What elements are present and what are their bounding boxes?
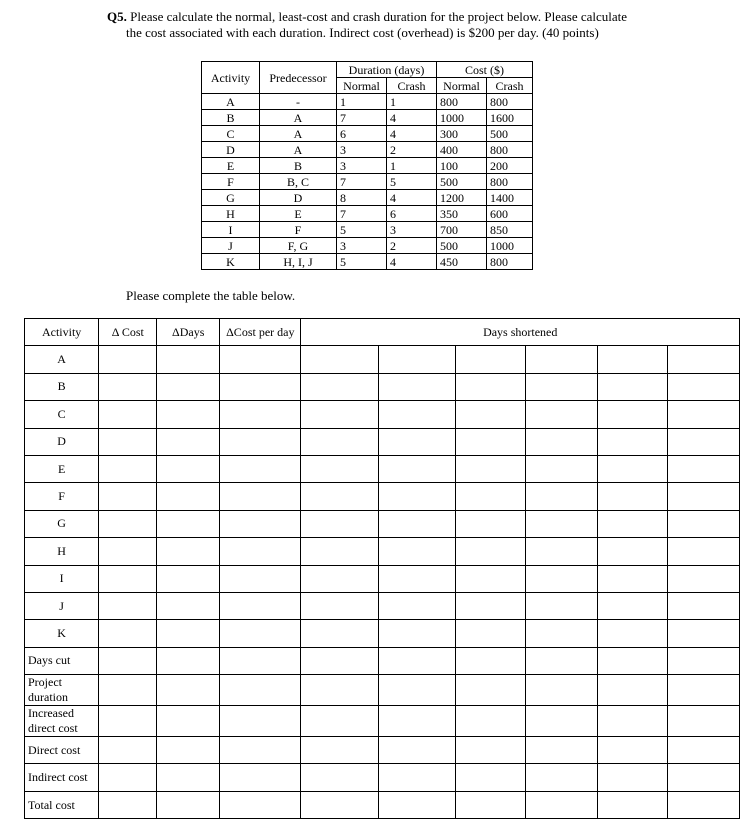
given-cell-duration-normal: 7 — [337, 206, 387, 222]
answer-blank-cell[interactable] — [99, 620, 157, 647]
answer-blank-cell[interactable] — [220, 737, 301, 764]
header-activity: Activity — [202, 62, 260, 94]
answer-activity-row — [25, 401, 740, 428]
answer-blank-cell[interactable] — [301, 675, 378, 706]
answer-blank-cell[interactable] — [598, 565, 668, 592]
answer-blank-cell[interactable] — [378, 620, 455, 647]
answer-blank-cell[interactable] — [99, 647, 157, 674]
answer-blank-cell[interactable] — [456, 647, 526, 674]
answer-row-label: E — [25, 455, 99, 482]
answer-activity-row — [25, 346, 740, 373]
answer-summary-row — [25, 647, 740, 674]
answer-blank-cell[interactable] — [157, 620, 220, 647]
answer-summary-row — [25, 764, 740, 791]
answer-blank-cell[interactable] — [301, 737, 378, 764]
answer-row-label: B — [25, 373, 99, 400]
answer-blank-cell[interactable] — [99, 764, 157, 791]
given-table-row — [202, 110, 533, 126]
given-table-row — [202, 174, 533, 190]
answer-row-label: K — [25, 620, 99, 647]
answer-blank-cell[interactable] — [157, 483, 220, 510]
answer-blank-cell[interactable] — [526, 401, 598, 428]
given-cell-activity: I — [202, 222, 260, 238]
answer-blank-cell[interactable] — [301, 538, 378, 565]
answer-blank-cell[interactable] — [157, 737, 220, 764]
answer-blank-cell[interactable] — [301, 510, 378, 537]
answer-blank-cell[interactable] — [456, 706, 526, 737]
given-table-row — [202, 206, 533, 222]
answer-summary-row — [25, 675, 740, 706]
answer-activity-row — [25, 592, 740, 619]
answer-blank-cell[interactable] — [456, 346, 526, 373]
answer-blank-cell[interactable] — [378, 791, 455, 818]
answer-blank-cell[interactable] — [526, 538, 598, 565]
answer-blank-cell[interactable] — [301, 647, 378, 674]
answer-blank-cell[interactable] — [526, 455, 598, 482]
header-duration: Duration (days) — [337, 62, 437, 78]
answer-blank-cell[interactable] — [378, 706, 455, 737]
answer-blank-cell[interactable] — [668, 675, 740, 706]
given-table-row — [202, 158, 533, 174]
answer-blank-cell[interactable] — [220, 428, 301, 455]
answer-summary-row — [25, 791, 740, 818]
answer-blank-cell[interactable] — [526, 764, 598, 791]
given-cell-duration-normal: 5 — [337, 254, 387, 270]
given-cell-cost-crash: 800 — [487, 254, 533, 270]
answer-blank-cell[interactable] — [99, 373, 157, 400]
answer-blank-cell[interactable] — [378, 565, 455, 592]
given-cell-cost-normal: 400 — [437, 142, 487, 158]
answer-blank-cell[interactable] — [598, 455, 668, 482]
answer-blank-cell[interactable] — [668, 764, 740, 791]
answer-summary-row — [25, 737, 740, 764]
given-cell-cost-crash: 800 — [487, 94, 533, 110]
given-cell-duration-crash: 6 — [387, 206, 437, 222]
answer-blank-cell[interactable] — [668, 346, 740, 373]
answer-blank-cell[interactable] — [456, 764, 526, 791]
answer-summary-row — [25, 706, 740, 737]
answer-blank-cell[interactable] — [456, 401, 526, 428]
given-cell-predecessor: A — [260, 110, 337, 126]
given-table-body — [202, 94, 533, 270]
given-table-row — [202, 222, 533, 238]
answer-blank-cell[interactable] — [598, 510, 668, 537]
given-cell-cost-crash: 600 — [487, 206, 533, 222]
answer-blank-cell[interactable] — [668, 401, 740, 428]
answer-header-days-shortened: Days shortened — [301, 319, 740, 346]
answer-blank-cell[interactable] — [378, 592, 455, 619]
answer-blank-cell[interactable] — [301, 592, 378, 619]
answer-blank-cell[interactable] — [526, 428, 598, 455]
given-cell-activity: F — [202, 174, 260, 190]
answer-blank-cell[interactable] — [220, 791, 301, 818]
given-cell-predecessor: D — [260, 190, 337, 206]
answer-blank-cell[interactable] — [99, 592, 157, 619]
answer-row-label: Indirect cost — [25, 764, 99, 791]
answer-blank-cell[interactable] — [99, 737, 157, 764]
answer-blank-cell[interactable] — [456, 620, 526, 647]
answer-blank-cell[interactable] — [526, 675, 598, 706]
answer-blank-cell[interactable] — [526, 737, 598, 764]
answer-blank-cell[interactable] — [220, 764, 301, 791]
answer-blank-cell[interactable] — [598, 737, 668, 764]
answer-blank-cell[interactable] — [598, 346, 668, 373]
answer-row-label: J — [25, 592, 99, 619]
header-duration-normal: Normal — [337, 78, 387, 94]
answer-blank-cell[interactable] — [301, 346, 378, 373]
answer-blank-cell[interactable] — [456, 791, 526, 818]
given-cell-cost-crash: 1000 — [487, 238, 533, 254]
answer-blank-cell[interactable] — [668, 510, 740, 537]
answer-blank-cell[interactable] — [526, 510, 598, 537]
answer-row-label: G — [25, 510, 99, 537]
given-cell-duration-crash: 2 — [387, 238, 437, 254]
given-cell-duration-normal: 3 — [337, 158, 387, 174]
answer-blank-cell[interactable] — [220, 675, 301, 706]
answer-blank-cell[interactable] — [598, 538, 668, 565]
answer-blank-cell[interactable] — [157, 401, 220, 428]
answer-blank-cell[interactable] — [668, 706, 740, 737]
answer-blank-cell[interactable] — [378, 401, 455, 428]
answer-blank-cell[interactable] — [668, 373, 740, 400]
answer-blank-cell[interactable] — [301, 565, 378, 592]
given-cell-activity: K — [202, 254, 260, 270]
answer-blank-cell[interactable] — [157, 764, 220, 791]
answer-blank-cell[interactable] — [99, 455, 157, 482]
answer-blank-cell[interactable] — [99, 565, 157, 592]
answer-activity-row — [25, 538, 740, 565]
answer-row-label: Days cut — [25, 647, 99, 674]
answer-blank-cell[interactable] — [99, 510, 157, 537]
given-cell-duration-normal: 7 — [337, 110, 387, 126]
answer-blank-cell[interactable] — [157, 538, 220, 565]
answer-table-body — [25, 319, 740, 819]
given-cell-duration-normal: 3 — [337, 142, 387, 158]
given-cell-cost-normal: 700 — [437, 222, 487, 238]
answer-row-label: C — [25, 401, 99, 428]
answer-blank-cell[interactable] — [668, 428, 740, 455]
answer-blank-cell[interactable] — [301, 428, 378, 455]
given-cell-cost-normal: 300 — [437, 126, 487, 142]
given-cell-duration-normal: 7 — [337, 174, 387, 190]
answer-activity-row — [25, 373, 740, 400]
given-table-row — [202, 254, 533, 270]
answer-blank-cell[interactable] — [301, 483, 378, 510]
answer-blank-cell[interactable] — [378, 455, 455, 482]
answer-row-label: H — [25, 538, 99, 565]
given-cell-activity: B — [202, 110, 260, 126]
answer-blank-cell[interactable] — [99, 791, 157, 818]
answer-blank-cell[interactable] — [378, 510, 455, 537]
given-cell-cost-normal: 800 — [437, 94, 487, 110]
given-cell-predecessor: E — [260, 206, 337, 222]
answer-blank-cell[interactable] — [526, 565, 598, 592]
answer-blank-cell[interactable] — [378, 373, 455, 400]
answer-blank-cell[interactable] — [456, 737, 526, 764]
answer-blank-cell[interactable] — [220, 455, 301, 482]
answer-header-row — [25, 319, 740, 346]
question-line-1-text: Please calculate the normal, least-cost and crash duration for the project below. Please calculate — [130, 9, 628, 24]
answer-blank-cell[interactable] — [301, 373, 378, 400]
answer-row-label: I — [25, 565, 99, 592]
answer-blank-cell[interactable] — [598, 373, 668, 400]
given-cell-cost-crash: 850 — [487, 222, 533, 238]
given-cell-duration-normal: 1 — [337, 94, 387, 110]
header-cost-normal: Normal — [437, 78, 487, 94]
answer-blank-cell[interactable] — [378, 647, 455, 674]
answer-blank-cell[interactable] — [157, 510, 220, 537]
given-cell-predecessor: F — [260, 222, 337, 238]
question-line-2: the cost associated with each duration. Indirect cost (overhead) is $200 per day. (40 points) — [126, 25, 599, 40]
given-cell-cost-crash: 800 — [487, 174, 533, 190]
given-cell-duration-normal: 6 — [337, 126, 387, 142]
answer-blank-cell[interactable] — [99, 346, 157, 373]
given-cell-cost-crash: 800 — [487, 142, 533, 158]
answer-blank-cell[interactable] — [157, 428, 220, 455]
answer-blank-cell[interactable] — [157, 455, 220, 482]
answer-activity-row — [25, 565, 740, 592]
given-cell-duration-crash: 1 — [387, 94, 437, 110]
answer-blank-cell[interactable] — [456, 373, 526, 400]
answer-blank-cell[interactable] — [598, 647, 668, 674]
given-cell-activity: G — [202, 190, 260, 206]
given-cell-duration-crash: 5 — [387, 174, 437, 190]
given-cell-predecessor: H, I, J — [260, 254, 337, 270]
header-cost: Cost ($) — [437, 62, 533, 78]
given-table-row — [202, 238, 533, 254]
answer-activity-row — [25, 483, 740, 510]
answer-blank-cell[interactable] — [526, 647, 598, 674]
answer-blank-cell[interactable] — [526, 483, 598, 510]
answer-blank-cell[interactable] — [598, 483, 668, 510]
answer-blank-cell[interactable] — [598, 401, 668, 428]
answer-blank-cell[interactable] — [668, 737, 740, 764]
answer-row-label: A — [25, 346, 99, 373]
answer-blank-cell[interactable] — [301, 791, 378, 818]
given-table-row — [202, 142, 533, 158]
instruction-text: Please complete the table below. — [126, 288, 296, 303]
answer-blank-cell[interactable] — [598, 620, 668, 647]
given-cell-predecessor: F, G — [260, 238, 337, 254]
answer-blank-cell[interactable] — [99, 706, 157, 737]
answer-row-label: D — [25, 428, 99, 455]
answer-blank-cell[interactable] — [668, 455, 740, 482]
answer-row-label: Total cost — [25, 791, 99, 818]
answer-blank-cell[interactable] — [668, 647, 740, 674]
given-cell-activity: J — [202, 238, 260, 254]
answer-blank-cell[interactable] — [668, 483, 740, 510]
given-cell-duration-crash: 2 — [387, 142, 437, 158]
answer-blank-cell[interactable] — [598, 764, 668, 791]
answer-blank-cell[interactable] — [668, 538, 740, 565]
given-cell-predecessor: B — [260, 158, 337, 174]
given-cell-predecessor: B, C — [260, 174, 337, 190]
answer-blank-cell[interactable] — [668, 565, 740, 592]
given-cell-duration-crash: 4 — [387, 126, 437, 142]
given-cell-cost-normal: 1200 — [437, 190, 487, 206]
answer-blank-cell[interactable] — [220, 706, 301, 737]
header-cost-crash: Crash — [487, 78, 533, 94]
answer-blank-cell[interactable] — [157, 791, 220, 818]
answer-blank-cell[interactable] — [220, 647, 301, 674]
answer-blank-cell[interactable] — [99, 428, 157, 455]
given-cell-duration-crash: 4 — [387, 190, 437, 206]
answer-blank-cell[interactable] — [526, 592, 598, 619]
answer-blank-cell[interactable] — [456, 565, 526, 592]
given-cell-activity: C — [202, 126, 260, 142]
answer-blank-cell[interactable] — [157, 346, 220, 373]
answer-header-activity: Activity — [25, 319, 99, 346]
answer-blank-cell[interactable] — [598, 592, 668, 619]
answer-blank-cell[interactable] — [301, 401, 378, 428]
given-cell-predecessor: A — [260, 126, 337, 142]
answer-blank-cell[interactable] — [456, 510, 526, 537]
answer-blank-cell[interactable] — [301, 764, 378, 791]
given-cell-cost-normal: 350 — [437, 206, 487, 222]
answer-blank-cell[interactable] — [526, 373, 598, 400]
answer-blank-cell[interactable] — [598, 706, 668, 737]
given-cell-activity: A — [202, 94, 260, 110]
answer-blank-cell[interactable] — [157, 675, 220, 706]
given-cell-activity: E — [202, 158, 260, 174]
answer-blank-cell[interactable] — [378, 483, 455, 510]
answer-header-delta-days: ΔDays — [157, 319, 220, 346]
answer-blank-cell[interactable] — [378, 428, 455, 455]
header-predecessor: Predecessor — [260, 62, 337, 94]
answer-blank-cell[interactable] — [220, 565, 301, 592]
answer-blank-cell[interactable] — [668, 620, 740, 647]
answer-blank-cell[interactable] — [378, 737, 455, 764]
given-cell-activity: D — [202, 142, 260, 158]
answer-blank-cell[interactable] — [157, 373, 220, 400]
answer-row-label: F — [25, 483, 99, 510]
answer-blank-cell[interactable] — [598, 675, 668, 706]
answer-header-delta-cost: Δ Cost — [99, 319, 157, 346]
answer-activity-row — [25, 428, 740, 455]
answer-blank-cell[interactable] — [456, 483, 526, 510]
given-cell-cost-crash: 500 — [487, 126, 533, 142]
answer-row-label: Direct cost — [25, 737, 99, 764]
given-cell-cost-crash: 1600 — [487, 110, 533, 126]
answer-row-label: Project duration — [25, 675, 99, 706]
answer-blank-cell[interactable] — [220, 346, 301, 373]
answer-blank-cell[interactable] — [598, 791, 668, 818]
given-cell-cost-crash: 1400 — [487, 190, 533, 206]
answer-activity-row — [25, 620, 740, 647]
given-data-table — [201, 61, 533, 270]
answer-blank-cell[interactable] — [456, 428, 526, 455]
answer-activity-row — [25, 455, 740, 482]
answer-blank-cell[interactable] — [378, 346, 455, 373]
answer-blank-cell[interactable] — [99, 483, 157, 510]
given-cell-duration-crash: 3 — [387, 222, 437, 238]
answer-header-delta-cost-per-day: ΔCost per day — [220, 319, 301, 346]
answer-blank-cell[interactable] — [220, 510, 301, 537]
answer-blank-cell[interactable] — [301, 620, 378, 647]
answer-blank-cell[interactable] — [598, 428, 668, 455]
header-duration-crash: Crash — [387, 78, 437, 94]
answer-blank-cell[interactable] — [668, 592, 740, 619]
given-table-row — [202, 126, 533, 142]
given-cell-duration-normal: 8 — [337, 190, 387, 206]
given-cell-predecessor: A — [260, 142, 337, 158]
answer-blank-cell[interactable] — [99, 675, 157, 706]
answer-blank-cell[interactable] — [456, 592, 526, 619]
answer-blank-cell[interactable] — [456, 538, 526, 565]
given-table-row — [202, 190, 533, 206]
given-cell-cost-normal: 500 — [437, 174, 487, 190]
answer-blank-cell[interactable] — [220, 620, 301, 647]
given-cell-cost-crash: 200 — [487, 158, 533, 174]
given-cell-cost-normal: 100 — [437, 158, 487, 174]
answer-blank-cell[interactable] — [526, 706, 598, 737]
given-cell-duration-crash: 1 — [387, 158, 437, 174]
answer-blank-cell[interactable] — [456, 675, 526, 706]
answer-blank-cell[interactable] — [301, 455, 378, 482]
answer-blank-cell[interactable] — [526, 791, 598, 818]
given-cell-activity: H — [202, 206, 260, 222]
given-cell-duration-crash: 4 — [387, 110, 437, 126]
answer-blank-cell[interactable] — [378, 538, 455, 565]
answer-blank-cell[interactable] — [157, 565, 220, 592]
given-cell-duration-normal: 3 — [337, 238, 387, 254]
answer-blank-cell[interactable] — [220, 401, 301, 428]
given-cell-duration-normal: 5 — [337, 222, 387, 238]
answer-blank-cell[interactable] — [526, 620, 598, 647]
answer-blank-cell[interactable] — [456, 455, 526, 482]
answer-blank-cell[interactable] — [157, 706, 220, 737]
given-cell-predecessor: - — [260, 94, 337, 110]
answer-blank-cell[interactable] — [157, 592, 220, 619]
answer-blank-cell[interactable] — [99, 401, 157, 428]
question-number: Q5. — [107, 9, 127, 24]
given-cell-cost-normal: 1000 — [437, 110, 487, 126]
answer-activity-row — [25, 510, 740, 537]
question-line-1 — [107, 9, 707, 25]
answer-blank-cell[interactable] — [378, 675, 455, 706]
answer-blank-cell[interactable] — [99, 538, 157, 565]
answer-row-label: Increased direct cost — [25, 706, 99, 737]
answer-table — [24, 318, 740, 819]
answer-blank-cell[interactable] — [220, 483, 301, 510]
answer-blank-cell[interactable] — [220, 592, 301, 619]
answer-blank-cell[interactable] — [378, 764, 455, 791]
answer-blank-cell[interactable] — [220, 538, 301, 565]
question-text — [107, 9, 707, 41]
answer-blank-cell[interactable] — [220, 373, 301, 400]
answer-blank-cell[interactable] — [668, 791, 740, 818]
answer-blank-cell[interactable] — [157, 647, 220, 674]
answer-blank-cell[interactable] — [526, 346, 598, 373]
answer-blank-cell[interactable] — [301, 706, 378, 737]
given-cell-duration-crash: 4 — [387, 254, 437, 270]
given-cell-cost-normal: 500 — [437, 238, 487, 254]
given-cell-cost-normal: 450 — [437, 254, 487, 270]
given-table-row — [202, 94, 533, 110]
